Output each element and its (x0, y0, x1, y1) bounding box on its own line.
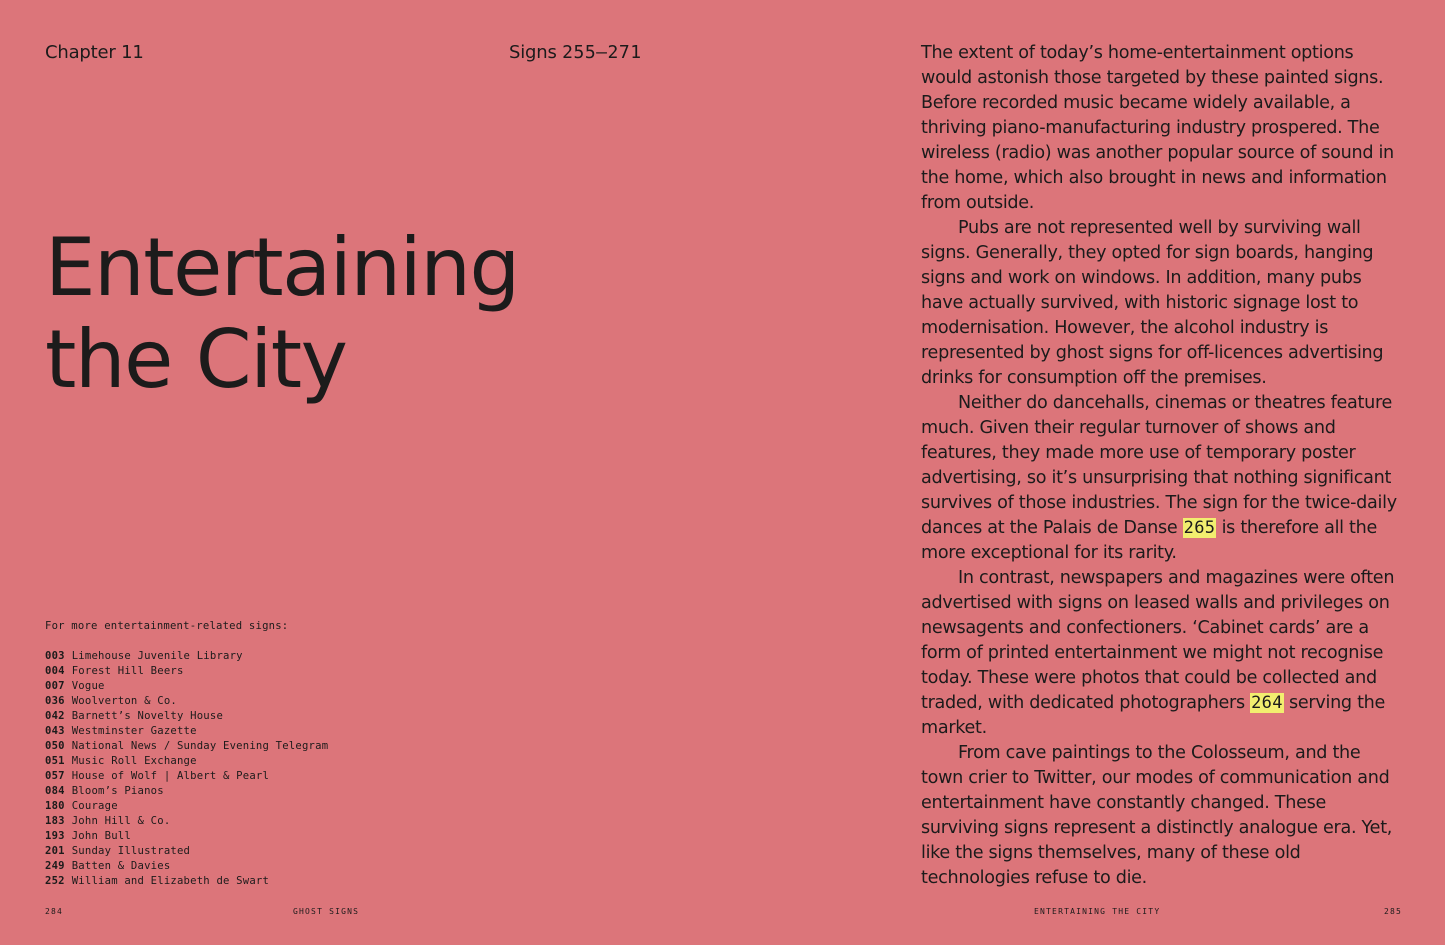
paragraph-4 (921, 566, 1405, 741)
sign-ref-265: 265 (1183, 518, 1216, 538)
related-sign-name: John Hill & Co. (71, 815, 171, 827)
body-text (921, 41, 1405, 891)
related-sign-number: 004 (45, 665, 65, 677)
paragraph-3 (921, 391, 1405, 566)
related-sign-number: 084 (45, 785, 65, 797)
footer-chapter-title: ENTERTAINING THE CITY (1034, 907, 1161, 916)
paragraph-3-text-a: Neither do dancehalls, cinemas or theatres feature much. Given their regular turnover of shows and features, they made more use of temporary poster advertising, so it’s unsurprising that nothing significant survives of those industries. The sign for the twice-daily dances at the Palais de Danse (921, 393, 1397, 538)
related-sign-name: Courage (71, 800, 118, 812)
related-sign-number: 252 (45, 875, 65, 887)
related-sign-number: 180 (45, 800, 65, 812)
related-sign-item (45, 709, 328, 724)
related-sign-number: 050 (45, 740, 65, 752)
related-sign-name: Batten & Davies (71, 860, 171, 872)
paragraph-5: From cave paintings to the Colosseum, and the town crier to Twitter, our modes of communication and entertainment have constantly changed. These surviving signs represent a distinctly analogue era. Yet, like the signs themselves, many of these old technologies refuse to die. (921, 743, 1393, 888)
chapter-title (45, 222, 519, 406)
related-sign-number: 201 (45, 845, 65, 857)
paragraph-4-text-a: In contrast, newspapers and magazines were often advertised with signs on leased walls and privileges on newsagents and confectioners. ‘Cabinet cards’ are a form of printed entertainment we might not recognise today. These were photos that could be collected and traded, with dedicated photographers (921, 568, 1395, 713)
signs-range-numbers: 255–271 (562, 42, 642, 63)
footer-book-title: GHOST SIGNS (293, 907, 360, 916)
related-sign-item (45, 799, 328, 814)
related-sign-item (45, 814, 328, 829)
related-sign-item (45, 649, 328, 664)
related-sign-number: 193 (45, 830, 65, 842)
chapter-title-line-1: Entertaining (45, 221, 519, 314)
paragraph-2: Pubs are not represented well by surviving wall signs. Generally, they opted for sign boards, hanging signs and work on windows. In addition, many pubs have actually survived, with historic signage lost to modernisation. However, the alcohol industry is represented by ghost signs for off-licences advertising drinks for consumption off the premises. (921, 218, 1384, 388)
paragraph-1: The extent of today’s home-entertainment options would astonish those targeted by these painted signs. Before recorded music became widely available, a thriving piano-manufacturing industry prospered. The wireless (radio) was another popular source of sound in the home, which also brought in news and information from outside. (921, 43, 1394, 213)
footer-page-number-left: 284 (45, 907, 64, 916)
related-sign-number: 036 (45, 695, 65, 707)
related-sign-item (45, 874, 328, 889)
related-sign-name: Westminster Gazette (71, 725, 197, 737)
related-sign-number: 057 (45, 770, 65, 782)
signs-range (509, 42, 642, 63)
related-sign-name: Woolverton & Co. (71, 695, 177, 707)
footer-page-number-right: 285 (1384, 907, 1403, 916)
related-sign-name: Bloom’s Pianos (71, 785, 164, 797)
chapter-label: Chapter 11 (45, 42, 144, 63)
related-sign-name: Music Roll Exchange (71, 755, 197, 767)
related-sign-name: Vogue (71, 680, 105, 692)
related-sign-name: Sunday Illustrated (71, 845, 191, 857)
related-sign-number: 051 (45, 755, 65, 767)
related-sign-item (45, 844, 328, 859)
related-signs-intro: For more entertainment-related signs: (45, 620, 289, 632)
related-sign-number: 042 (45, 710, 65, 722)
related-sign-name: Limehouse Juvenile Library (71, 650, 243, 662)
related-sign-item (45, 664, 328, 679)
related-sign-name: William and Elizabeth de Swart (71, 875, 270, 887)
chapter-title-line-2: the City (45, 313, 347, 406)
related-sign-name: National News / Sunday Evening Telegram (71, 740, 329, 752)
related-sign-item (45, 784, 328, 799)
related-signs-items (45, 649, 328, 889)
related-sign-number: 043 (45, 725, 65, 737)
related-sign-name: John Bull (71, 830, 131, 842)
related-sign-number: 007 (45, 680, 65, 692)
related-sign-item (45, 739, 328, 754)
related-sign-number: 183 (45, 815, 65, 827)
paragraph-3-text-b: is therefore all the more exceptional for its rarity. (921, 518, 1378, 563)
sign-ref-264: 264 (1251, 693, 1283, 713)
related-sign-item (45, 754, 328, 769)
related-sign-number: 249 (45, 860, 65, 872)
related-sign-item (45, 724, 328, 739)
related-sign-name: Barnett’s Novelty House (71, 710, 224, 722)
paragraph-4-text-b: serving the market. (921, 693, 1386, 738)
signs-label: Signs (509, 42, 557, 63)
related-sign-item (45, 859, 328, 874)
related-sign-item (45, 679, 328, 694)
related-sign-item (45, 829, 328, 844)
related-signs-list (45, 619, 328, 889)
related-sign-number: 003 (45, 650, 65, 662)
related-sign-name: Forest Hill Beers (71, 665, 184, 677)
related-sign-name: House of Wolf | Albert & Pearl (71, 770, 270, 782)
related-sign-item (45, 694, 328, 709)
related-sign-item (45, 769, 328, 784)
